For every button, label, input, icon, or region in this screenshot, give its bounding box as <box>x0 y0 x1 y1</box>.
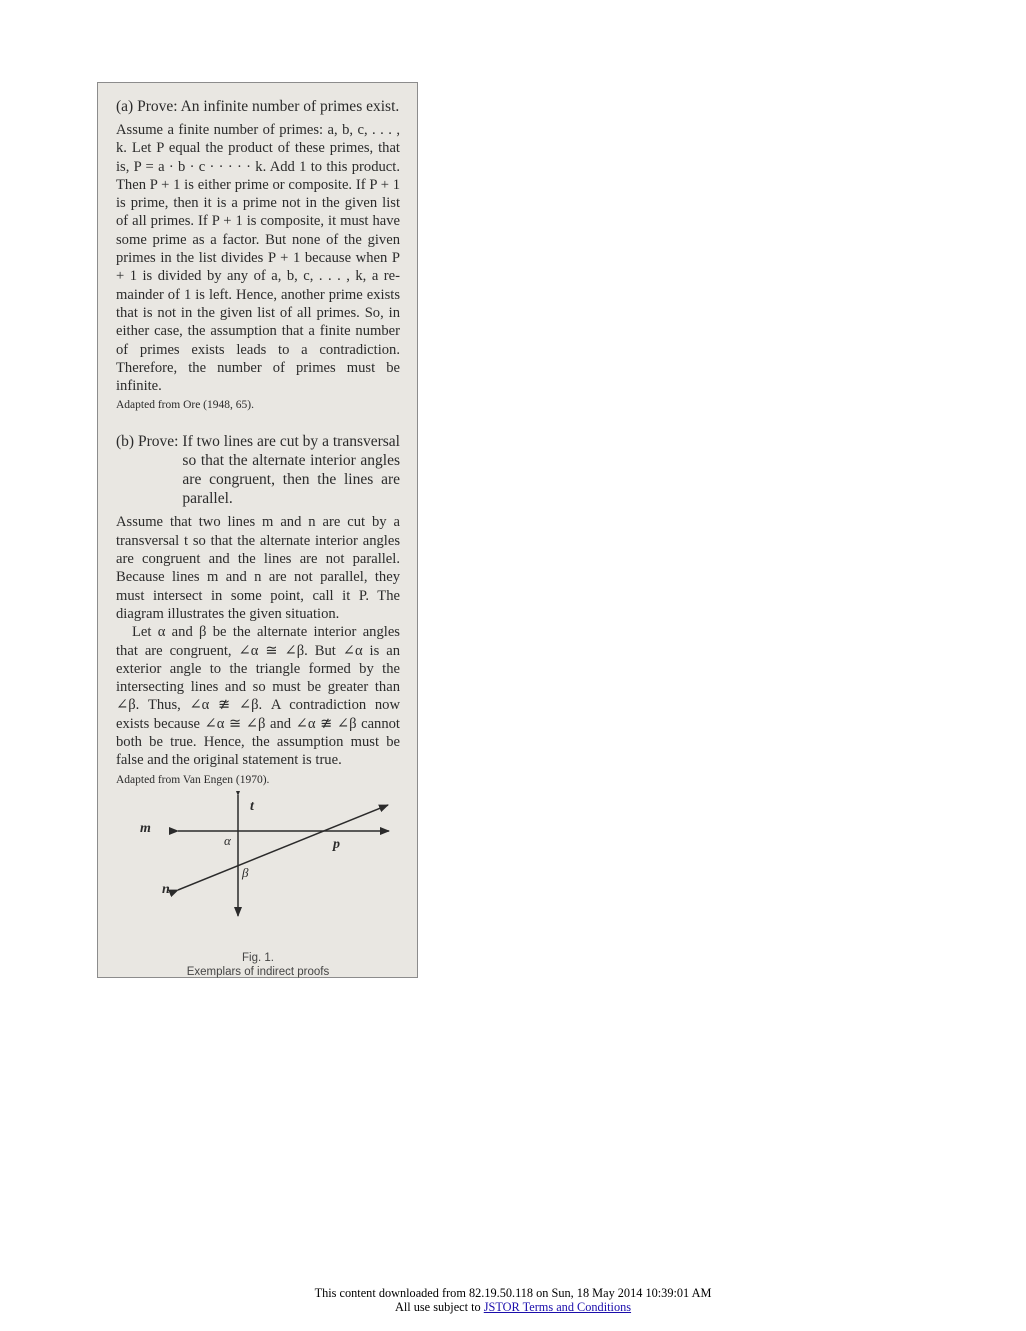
download-notice: This content downloaded from 82.19.50.118 on Sun, 18 May 2014 10:39:01 AM <box>314 1286 712 1300</box>
figure-caption-number: Fig. 1. <box>242 951 274 964</box>
proof-b-body-1: Assume that two lines m and n are cut by a transversal t so that the alternate interior angles are congruent and the lines are not parallel. Because lines m and n are not parallel, they must intersect in some point, call it P. The diagram illustrates the given situation. <box>116 514 400 622</box>
figure-caption-title: Exemplars of indirect proofs <box>186 965 330 978</box>
proof-a <box>116 97 400 412</box>
label-p: p <box>333 836 340 852</box>
proof-b <box>116 432 400 786</box>
figure-caption <box>116 951 400 979</box>
proof-b-title-lead: (b) Prove: <box>116 433 179 451</box>
terms-prefix: All use subject to <box>394 1300 484 1314</box>
label-t: t <box>250 798 254 814</box>
terms-line <box>0 1300 1026 1314</box>
proof-a-source: Adapted from Ore (1948, 65). <box>116 399 254 412</box>
proof-a-body: Assume a finite number of primes: a, b, c, . . . , k. Let P equal the product of these primes, that is, P = a · b · c · · · · · k. Add 1 to this product. Then P + 1 is either prime or composite. If P + 1 is prime, then it is a prime not in the given list of all primes. If P + 1 is composite, it must have some prime as a factor. But none of the given primes in the list divides P + 1 because when P + 1 is divided by any of a, b, c, . . . , k, a remainder of 1 is left. Hence, another prime exists that is not in the given list of all primes. So, in either case, the assumption that a finite number of primes exists leads to a contradiction. Therefore, the number of primes must be infinite. <box>116 122 400 395</box>
label-alpha: α <box>224 832 231 848</box>
label-beta: β <box>242 864 249 880</box>
figure-panel <box>97 82 418 978</box>
proof-b-title <box>116 432 400 508</box>
diagram-svg <box>116 791 402 951</box>
label-n: n <box>162 881 170 897</box>
proof-b-source: Adapted from Van Engen (1970). <box>116 773 270 786</box>
label-m: m <box>140 820 151 836</box>
proof-b-title-statement: If two lines are cut by a transversal so that the alternate interior angles are congruent, then the lines are parallel. <box>182 433 400 508</box>
transversal-diagram <box>116 791 400 951</box>
line-n <box>178 805 388 890</box>
proof-a-title: (a) Prove: An infinite number of primes exist. <box>116 98 400 115</box>
download-footer <box>0 1286 1026 1314</box>
jstor-terms-link[interactable]: JSTOR Terms and Conditions <box>483 1300 632 1314</box>
proof-b-body-2: Let α and β be the alternate interior angles that are congruent, ∠α ≅ ∠β. But ∠α is an exterior angle to the triangle formed by the intersecting lines and so must be greater than ∠β. Thus, ∠α ≇ ∠β. A contradiction now exists because ∠α ≅ ∠β and ∠α ≇ ∠β cannot both be true. Hence, the assumption must be false and the original statement is true. <box>116 624 400 769</box>
